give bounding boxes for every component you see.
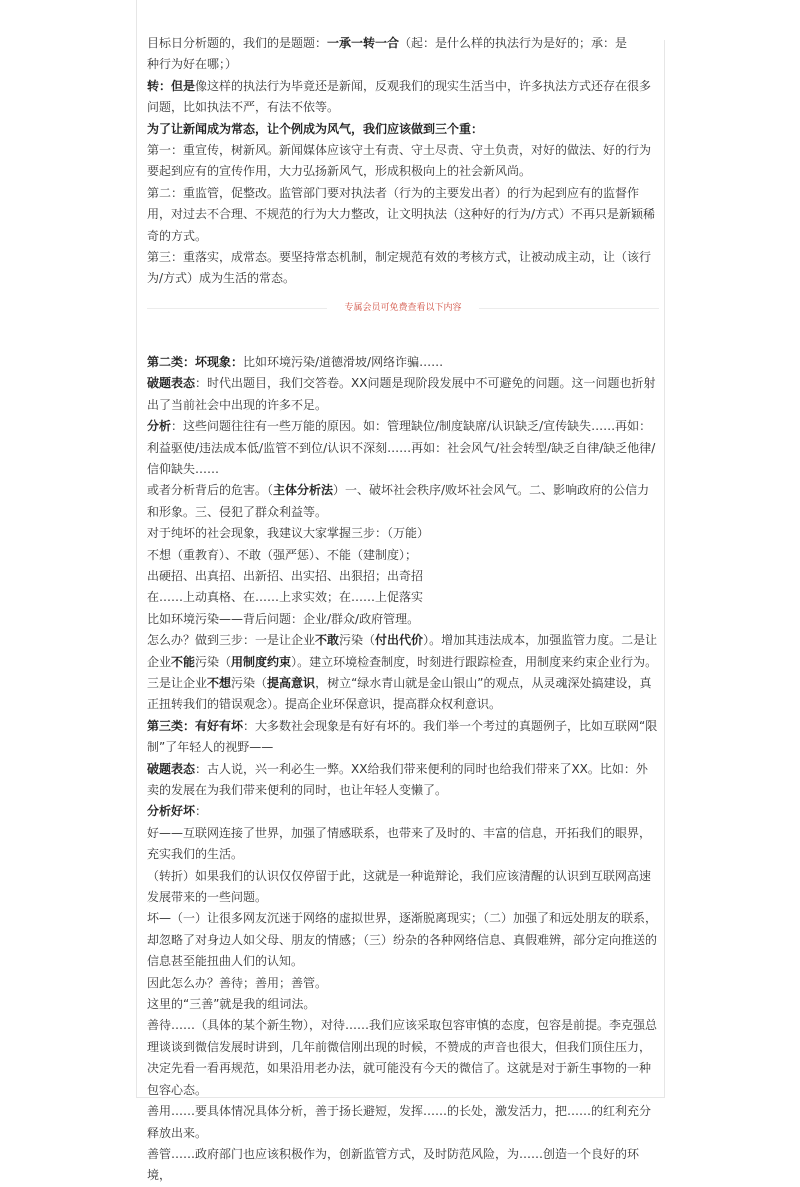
member-only-link[interactable]: 专属会员可免费查看以下内容 (344, 302, 462, 313)
text: ：这些问题往往有一些万能的原因。如：管理缺位/制度缺席/认识缺乏/宣传缺失……再如：利益驱使/违法成本低/监管不到位/认识不深刻……再如：社会风气/社会转型/缺乏自律/缺乏他律/信仰缺失…… (147, 419, 656, 476)
text: 像这样的执法行为毕竟还是新闻，反观我们的现实生活当中，许多执法方式还存在很多问题，比如执法不严，有法不依等。 (147, 78, 652, 115)
paragraph: 善管……政府部门也应该积极作为，创新监管方式，及时防范风险，为……创造一个良好的环境， (147, 1146, 640, 1183)
paragraph: 善待……（具体的某个新生物），对待……我们应该采取包容审慎的态度，包容是前提。李克强总理谈谈到微信发展时讲到，几年前微信刚出现的时候，不赞成的声音也很大，但我们顶住压力，决定先看一看再规范，如果沿用老办法，就可能没有今天的微信了。这就是对于新生事物的一种包容心态。 (147, 1018, 658, 1097)
paragraph: 比如环境污染——背后问题：企业/群众/政府管理。 (147, 611, 420, 626)
paragraph (147, 716, 659, 759)
divider-line-right (479, 308, 659, 309)
paragraph (147, 759, 659, 802)
paragraph: 第一：重宣传，树新风。新闻媒体应该守土有责、守土尽责、守土负责，对好的做法、好的行为要起到应有的宣传作用，大力弘扬新风气，形成积极向上的社会新风尚。 (147, 143, 652, 179)
text: 污染（ (339, 633, 376, 648)
paragraph (147, 416, 659, 480)
paragraph: 好——互联网连接了世界，加强了情感联系，也带来了及时的、丰富的信息，开拓我们的眼界，充实我们的生活。 (147, 825, 652, 862)
bold-text: 一承一转一合 (327, 36, 400, 50)
paragraph (147, 373, 659, 416)
paragraph: 善用……要具体情况具体分析，善于扬长避短，发挥……的长处，激发活力，把……的红利充分释放出来。 (147, 1104, 652, 1140)
page-right-border (664, 40, 665, 1098)
paragraph (147, 801, 659, 822)
text: ： (195, 804, 208, 819)
page-left-border (136, 0, 137, 1098)
text: ）。增加其违法成本，加强监管力度。二是让企业 (147, 633, 658, 669)
bold-text: 分析好坏 (147, 804, 196, 819)
bold-text: 转：但是 (147, 78, 196, 93)
text: 污染（ (231, 675, 268, 690)
text: ）一、破坏社会秩序/败坏社会风气。二、影响政府的公信力和形象。三、侵犯了群众利益等。 (147, 483, 650, 519)
bold-text: 主体分析法 (273, 483, 334, 498)
bold-text: 分析 (147, 419, 172, 434)
paragraph: 第三：重落实，成常态。要坚持常态机制，制定规范有效的考核方式，让被动成主动，让（该行为/方式）成为生活的常态。 (147, 250, 652, 286)
bold-text: 付出代价 (375, 633, 424, 648)
text: 目标日分析题的，我们的是题题： (147, 36, 328, 50)
text: 或者分析背后的危害。（ (147, 483, 274, 498)
paragraph: 对于纯坏的社会现象，我建议大家掌握三步：（万能） (147, 526, 430, 541)
bold-text: 不敢 (315, 633, 340, 648)
paragraph: 第二：重监管，促整改。监管部门要对执法者（行为的主要发出者）的行为起到应有的监督作用，对过去不合理、不规范的行为大力整改，让文明执法（这种好的行为/方式）不再只是新颖稀奇的方式。 (147, 185, 656, 243)
text: ：大多数社会现象是有好有坏的。我们举一个考过的真题例子，比如互联网“限制”了年轻人的视野—— (147, 718, 658, 755)
article-body (147, 33, 659, 1187)
paragraph: 不想（重教育）、不敢（强严惩）、不能（建制度）； (147, 547, 418, 562)
bold-text: 第二类：坏现象： (147, 354, 244, 369)
bold-text: 不想 (207, 675, 232, 690)
page-bottom-border (136, 1097, 665, 1098)
bold-text: 为了让新闻成为常态，让个例成为风气，我们应该做到三个重： (147, 121, 484, 136)
bold-text: 破题表态 (147, 376, 196, 391)
bold-text: 用制度约束 (231, 654, 292, 669)
bold-text: 第三类：有好有坏 (147, 718, 244, 733)
paragraph: 这里的“三善”就是我的组词法。 (147, 997, 316, 1012)
text: 污染（ (195, 654, 232, 669)
paragraph (147, 480, 659, 523)
paragraph: 坏—（一）让很多网友沉迷于网络的虚拟世界，逐渐脱离现实；（二）加强了和远处朋友的联系，却忽略了对身边人如父母、朋友的情感；（三）纷杂的各种网络信息、真假难辨，部分定向推送的信息甚至能扭曲人们的认知。 (147, 911, 658, 969)
paragraph: 在……上动真格、在……上求实效；在……上促落实 (147, 590, 424, 605)
paragraph-heading (147, 119, 659, 140)
paragraph (147, 630, 659, 716)
paragraph-truncated-top (147, 33, 659, 54)
bold-text: 不能 (171, 654, 196, 669)
text: 怎么办？做到三步：一是让企业 (147, 633, 316, 648)
paragraph: 种行为好在哪；） (147, 57, 238, 72)
text: （起：是什么样的执法行为是好的；承：是 (399, 36, 628, 50)
paragraph: （转折）如果我们的认识仅仅停留于此，这就是一种诡辩论，我们应该清醒的认识到互联网高速发展带来的一些问题。 (147, 868, 652, 905)
paragraph: 因此怎么办？善待；善用；善管。 (147, 975, 328, 990)
bold-text: 提高意识 (267, 675, 316, 690)
paragraph (147, 352, 659, 373)
bold-text: 破题表态 (147, 761, 196, 776)
text: ：时代出题目，我们交答卷。XX问题是现阶段发展中不可避免的问题。这一问题也折射出了当前社会中出现的许多不足。 (147, 376, 656, 412)
paragraph: 出硬招、出真招、出新招、出实招、出狠招；出奇招 (147, 568, 424, 583)
paragraph (147, 76, 659, 119)
text: ，树立“绿水青山就是金山银山”的观点，从灵魂深处搞建设，真正扭转我们的错误观念）。提高企业环保意识，提高群众权利意识。 (147, 675, 652, 712)
text: ：古人说，兴一利必生一弊。XX给我们带来便利的同时也给我们带来了XX。比如：外卖的发展在为我们带来便利的同时，也让年轻人变懒了。 (147, 761, 648, 797)
text: 比如环境污染/道德滑坡/网络诈骗…… (243, 354, 444, 369)
text: ）。建立环境检查制度，时刻进行跟踪检查，用制度来约束企业行为。三是让企业 (147, 654, 658, 690)
member-divider (147, 298, 659, 318)
